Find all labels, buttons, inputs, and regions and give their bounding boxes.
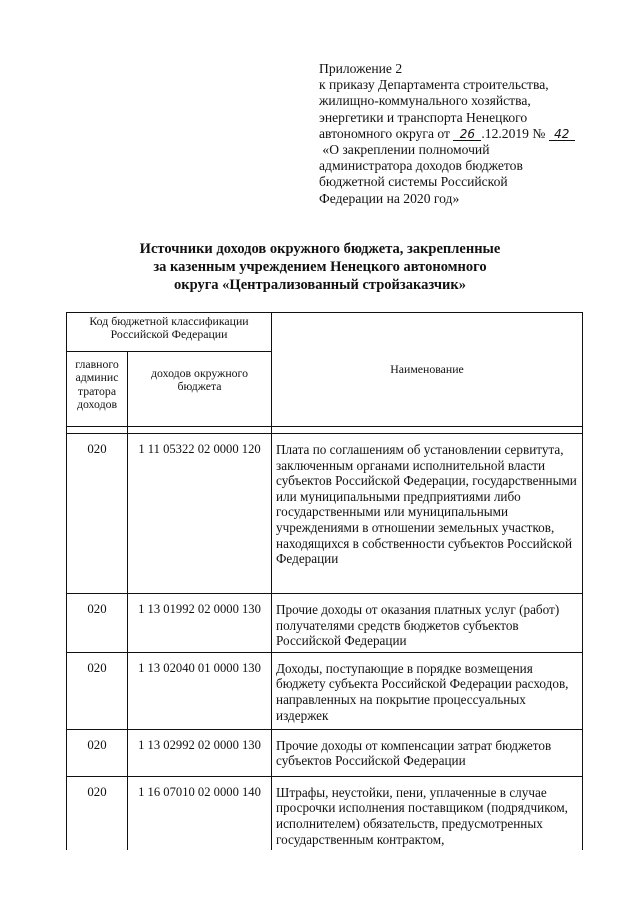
header-revenue: доходов окружного бюджета (128, 352, 272, 427)
title-line: Источники доходов окружного бюджета, закрепленные (139, 241, 501, 257)
appendix-line: жилищно-коммунального хозяйства, (319, 93, 531, 109)
title-line: за казенным учреждением Ненецкого автономного (153, 259, 487, 275)
appendix-line: к приказу Департамента строительства, (319, 77, 549, 93)
name-cell: Штрафы, неустойки, пени, уплаченные в случае просрочки исполнения поставщиком (подрядчиком, исполнителем) обязательств, предусмотренных государственным контрактом, (272, 776, 583, 850)
appendix-subject-line: бюджетной системы Российской (319, 174, 508, 190)
kbk-code-cell: 1 13 02992 02 0000 130 (128, 729, 272, 776)
appendix-line: энергетики и транспорта Ненецкого (319, 109, 528, 125)
table-row (67, 434, 583, 594)
handwritten-day: 26 (453, 128, 481, 141)
admin-code-cell: 020 (67, 594, 128, 653)
kbk-code-cell: 1 16 07010 02 0000 140 (128, 776, 272, 850)
document-title (0, 240, 640, 294)
appendix-subject-line: Федерации на 2020 год» (319, 190, 460, 206)
title-line: округа «Централизованный стройзаказчик» (174, 277, 466, 293)
header-admin: главного админис тратора доходов (67, 352, 128, 427)
admin-code-cell: 020 (67, 729, 128, 776)
table-row (67, 776, 583, 850)
date-prefix: автономного округа от (319, 125, 450, 141)
order-date-line (319, 126, 619, 142)
name-cell: Плата по соглашениям об установлении сервитута, заключенным органами исполнительной власти субъектов Российской Федерации, государственными или муниципальными предприятиями либо государственными или муниципальными учреждениями в отношении земельных участков, находящихся в собственности субъектов Российской Федерации (272, 434, 583, 594)
table-row (67, 594, 583, 653)
date-suffix: .12.2019 № (481, 125, 546, 141)
name-cell: Прочие доходы от оказания платных услуг (работ) получателями средств бюджетов субъектов Российской Федерации (272, 594, 583, 653)
admin-code-cell: 020 (67, 652, 128, 729)
table-row (67, 729, 583, 776)
header-kbk: Код бюджетной классификации Российской Федерации (67, 313, 272, 352)
admin-code-cell: 020 (67, 776, 128, 850)
revenue-sources-table (66, 312, 582, 850)
kbk-code-cell: 1 13 02040 01 0000 130 (128, 652, 272, 729)
admin-code-cell: 020 (67, 434, 128, 594)
name-cell: Доходы, поступающие в порядке возмещения бюджету субъекта Российской Федерации расходов, направленных на покрытие процессуальных издержек (272, 652, 583, 729)
appendix-line: Приложение 2 (319, 61, 403, 76)
appendix-subject-line: администратора доходов бюджетов (319, 158, 523, 174)
kbk-code-cell: 1 11 05322 02 0000 120 (128, 434, 272, 594)
handwritten-order-number: 42 (549, 128, 575, 141)
appendix-header (319, 61, 619, 207)
header-name: Наименование (272, 313, 583, 427)
name-cell: Прочие доходы от компенсации затрат бюджетов субъектов Российской Федерации (272, 729, 583, 776)
table-row (67, 652, 583, 729)
appendix-subject-line: «О закреплении полномочий (319, 142, 490, 158)
kbk-code-cell: 1 13 01992 02 0000 130 (128, 594, 272, 653)
spacer-row (67, 427, 583, 434)
